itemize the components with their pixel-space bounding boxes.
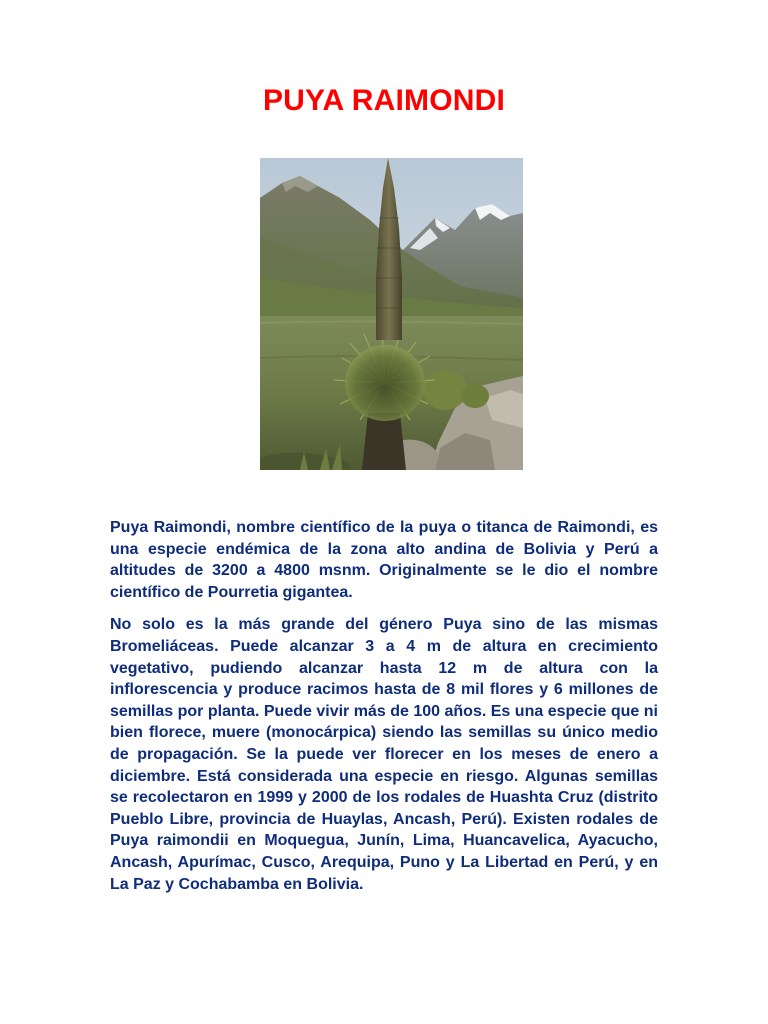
puya-raimondi-photo: [260, 158, 523, 470]
paragraph-intro: Puya Raimondi, nombre científico de la puya o titanca de Raimondi, es una especie endémica de la zona alto andina de Bolivia y Perú a altitudes de 3200 a 4800 msnm. Originalmente se le dio el nombre científico de Pourretia gigantea.: [110, 519, 658, 601]
article-body: [110, 517, 658, 895]
paragraph-description: No solo es la más grande del género Puya sino de las mismas Bromeliáceas. Puede alcanzar 3 a 4 m de altura en crecimiento vegetativo, pudiendo alcanzar hasta 12 m de altura con la inflorescencia y produce racimos hasta de 8 mil flores y 6 millones de semillas por planta. Puede vivir más de 100 años. Es una especie que ni bien florece, muere (monocárpica) siendo las semillas su único medio de propagación. Se la puede ver florecer en los meses de enero a diciembre. Está considerada una especie en riesgo. Algunas semillas se recolectaron en 1999 y 2000 de los rodales de Huashta Cruz (distrito Pueblo Libre, provincia de Huaylas, Ancash, Perú). Existen rodales de Puya raimondii en Moquegua, Junín, Lima, Huancavelica, Ayacucho, Ancash, Apurímac, Cusco, Arequipa, Puno y La Libertad en Perú, y en La Paz y Cochabamba en Bolivia.: [110, 616, 658, 893]
page-title: PUYA RAIMONDI: [262, 84, 506, 117]
